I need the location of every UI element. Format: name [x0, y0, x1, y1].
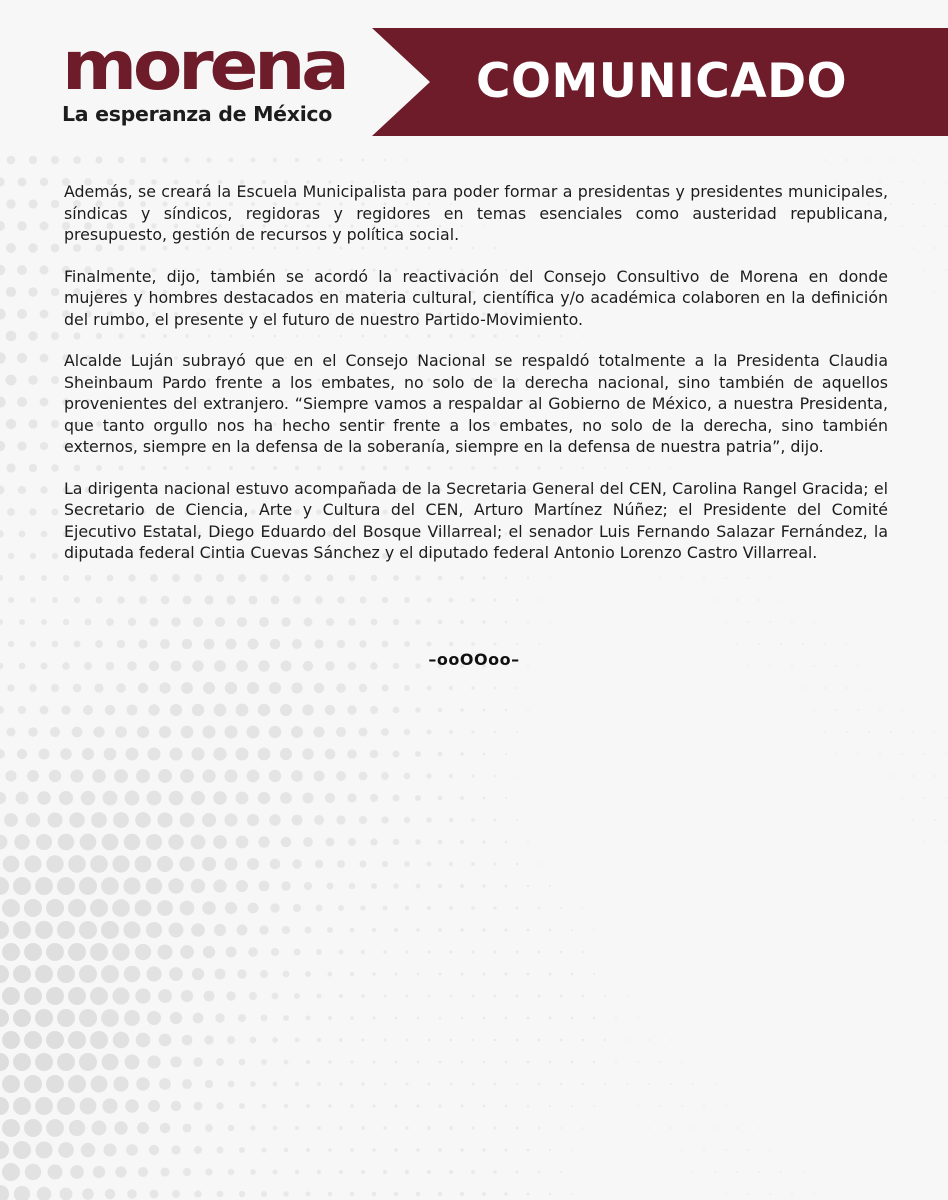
body-paragraph: Finalmente, dijo, también se acordó la reactivación del Consejo Consultivo de Morena en donde mujeres y hombres destacados en materia cultural, científica y/o académica colaboren en la definición del rumbo, el presente y el futuro de nuestro Partido-Movimiento. [64, 266, 888, 329]
comunicado-banner [372, 28, 948, 136]
morena-logo [62, 27, 346, 126]
banner-title: COMUNICADO [476, 54, 848, 109]
closing-mark: –ooOOoo– [428, 650, 520, 669]
body-paragraph: La dirigenta nacional estuvo acompañada de la Secretaria General del CEN, Carolina Rangel Gracida; el Secretario de Ciencia, Arte y Cultura del CEN, Arturo Martínez Núñez; el Presidente del Comité Ejecutivo Estatal, Diego Eduardo del Bosque Villarreal; el senador Luis Fernando Salazar Fernández, la diputada federal Cintia Cuevas Sánchez y el diputado federal Antonio Lorenzo Castro Villarreal. [64, 478, 888, 562]
body-paragraph: Alcalde Luján subrayó que en el Consejo Nacional se respaldó totalmente a la Presidenta Claudia Sheinbaum Pardo frente a los embates, no solo de la derecha nacional, sino también de aquellos provenientes del extranjero. “Siempre vamos a respaldar al Gobierno de México, a nuestra Presidenta, que tanto orgullo nos ha hecho sentir frente a los embates, no solo de la derecha, sino también externos, siempre en la defensa de la soberanía, siempre en la defensa de nuestra patria”, dijo. [64, 351, 888, 456]
body-paragraph: Además, se creará la Escuela Municipalista para poder formar a presidentas y presidentes municipales, síndicas y síndicos, regidoras y regidores en temas esenciales como austeridad republicana, presupuesto, gestión de recursos y política social. [64, 182, 888, 244]
press-release-body [64, 181, 888, 584]
logo-tagline: La esperanza de México [62, 102, 333, 126]
document-header [0, 0, 948, 150]
logo-wordmark: morena [62, 27, 346, 106]
